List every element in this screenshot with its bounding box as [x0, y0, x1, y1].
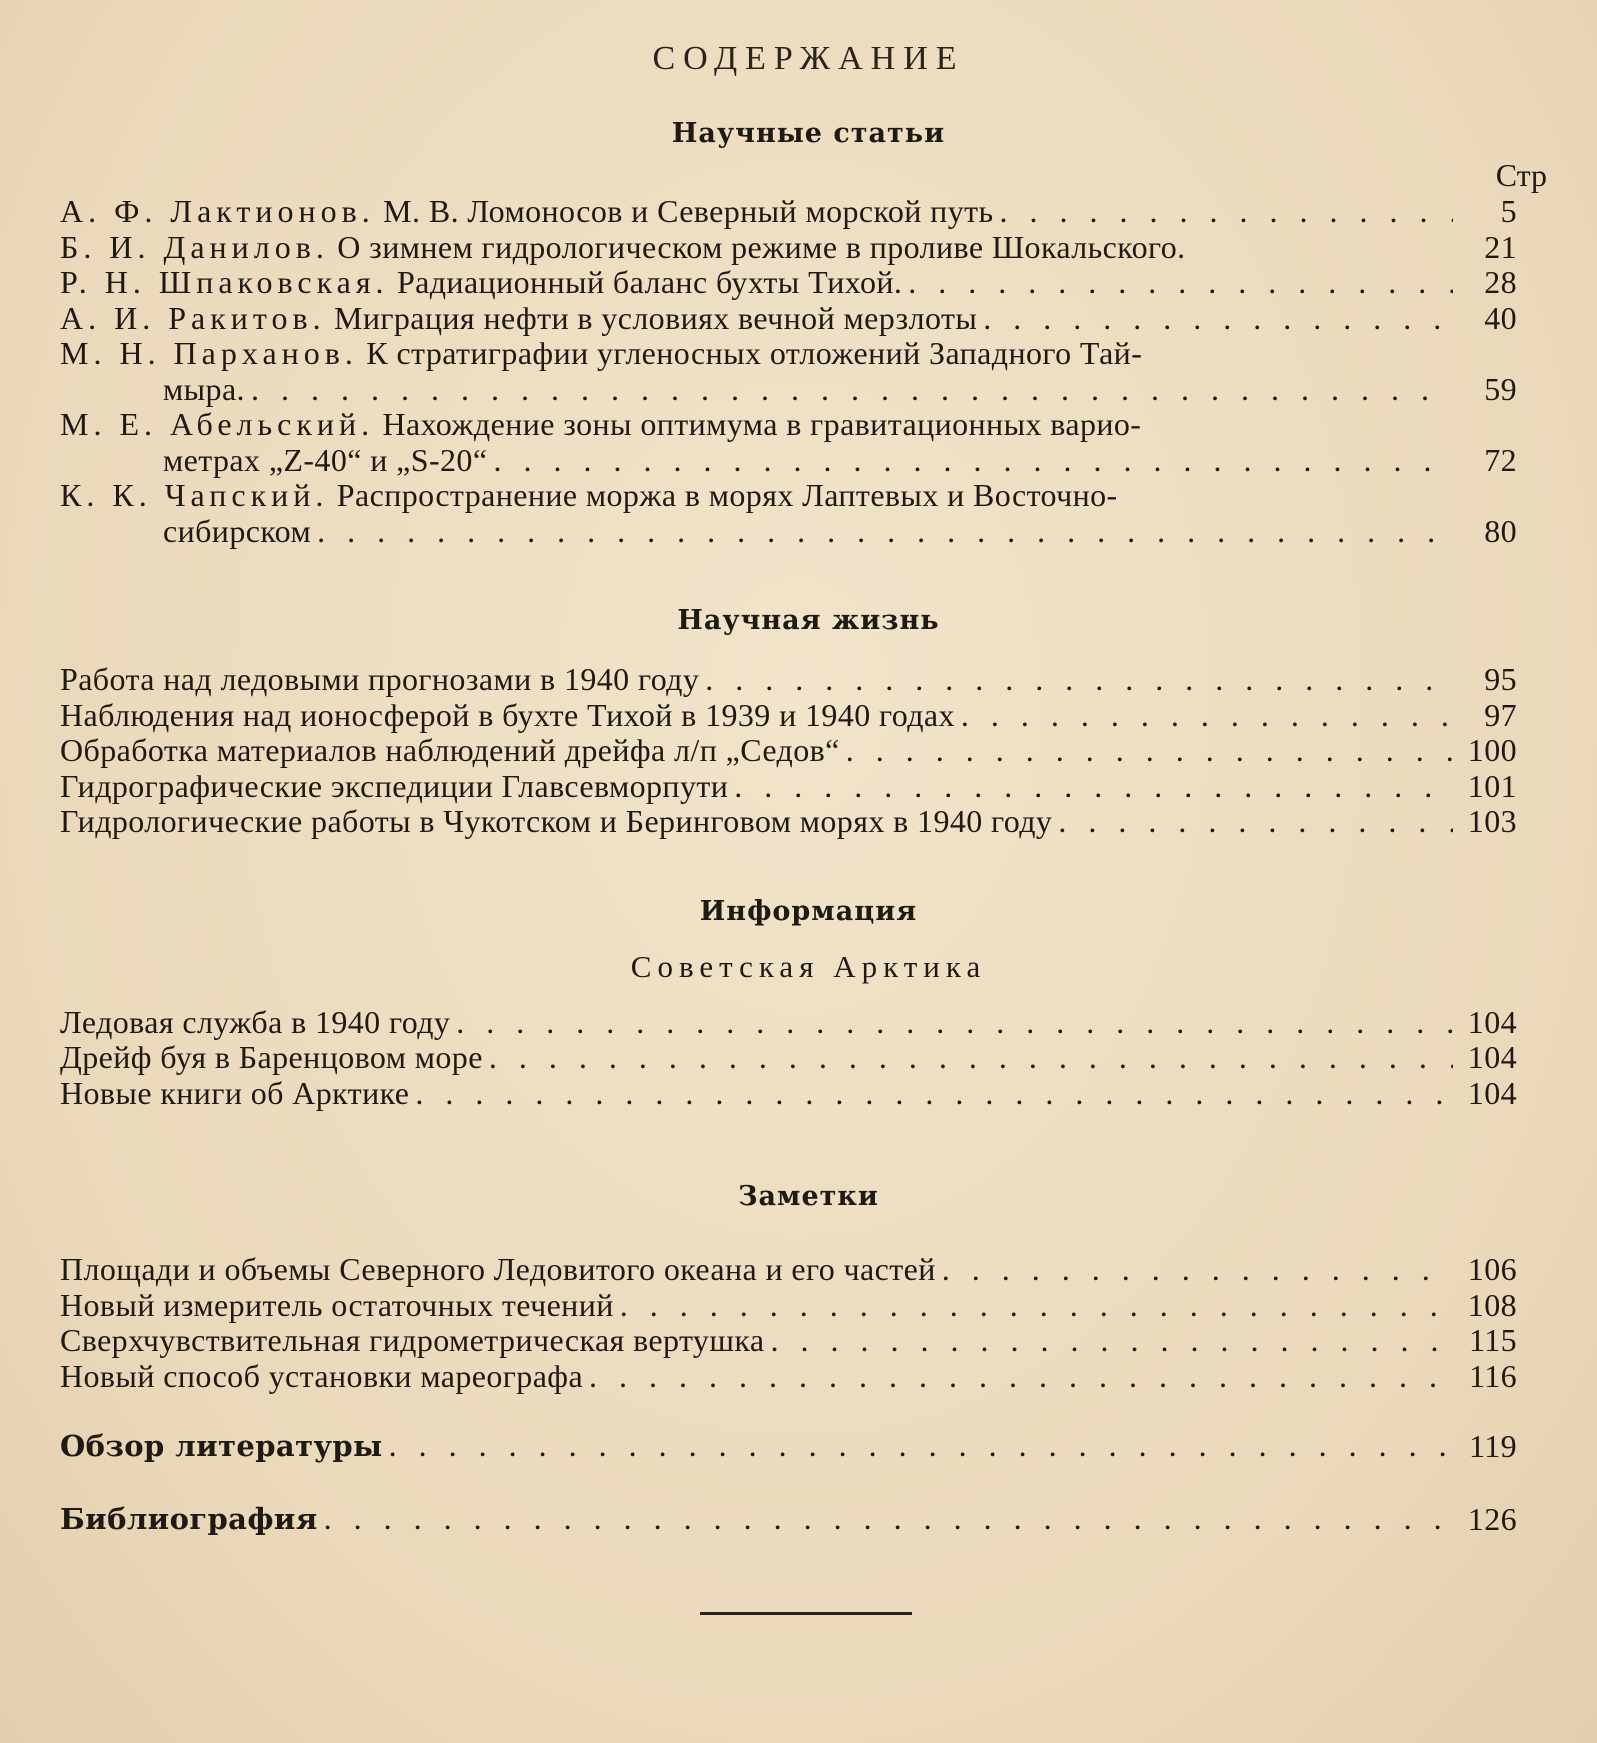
leader-dots [770, 1323, 1453, 1359]
entry-title: Гидрографические экспедиции Главсевморпути [60, 767, 729, 804]
leader-dots [589, 1359, 1453, 1395]
leader-dots [251, 372, 1453, 408]
entry-author: А. Ф. Лактионов. [60, 193, 375, 229]
entry-page: 95 [1484, 661, 1517, 697]
leader-dots [846, 733, 1453, 769]
section-heading-science-life: Научная жизнь [677, 605, 940, 636]
toc-entry-bibliography[interactable] [60, 1501, 1517, 1538]
entry-page: 106 [1467, 1251, 1517, 1287]
entry-page: 103 [1467, 803, 1517, 839]
entry-title: Гидрологические работы в Чукотском и Беринговом морях в 1940 году [60, 803, 1053, 839]
entry-page: 115 [1468, 1322, 1517, 1358]
entry-title-continuation: сибирском [163, 512, 312, 549]
entry-title: Библиография [60, 1501, 318, 1536]
section-heading-science: Научные статьи [671, 118, 946, 149]
entry-page: 5 [1500, 193, 1517, 229]
entry-page: 97 [1484, 696, 1517, 733]
toc-entry[interactable] [60, 336, 1517, 407]
toc-entry[interactable] [60, 662, 1517, 698]
entry-author: Б. И. Данилов. [60, 228, 329, 265]
entry-title: Работа над ледовыми прогнозами в 1940 году [60, 661, 700, 697]
entry-page: 116 [1468, 1357, 1517, 1394]
entry-page: 126 [1467, 1500, 1517, 1537]
toc-entry[interactable] [60, 804, 1517, 840]
entry-page: 108 [1467, 1286, 1517, 1323]
entry-author: М. Н. Парханов. [60, 335, 358, 371]
leader-dots [734, 769, 1453, 805]
toc-entry[interactable] [60, 407, 1517, 478]
entry-page: 104 [1467, 1074, 1517, 1111]
leader-dots [324, 1501, 1453, 1537]
entry-title: О зимнем гидрологическом режиме в проливе Шокальского. [337, 228, 1186, 265]
entry-title: К стратиграфии угленосных отложений Западного Тай- [366, 335, 1143, 371]
toc-entry[interactable] [60, 301, 1517, 337]
end-rule [700, 1612, 912, 1615]
entry-title: Наблюдения над ионосферой в бухте Тихой в 1939 и 1940 годах [60, 696, 955, 733]
entry-title-continuation: метрах „Z-40“ и „S-20“ [163, 441, 488, 478]
section-heading-notes: Заметки [738, 1181, 879, 1212]
science-entries [60, 194, 1517, 549]
page-column-label: Стр [1495, 157, 1547, 193]
entry-author: К. К. Чапский. [60, 477, 329, 513]
leader-dots [705, 662, 1453, 698]
leader-dots [456, 1005, 1453, 1041]
entry-page: 119 [1468, 1428, 1517, 1464]
leader-dots [317, 514, 1453, 550]
entry-title: Нахождение зоны оптимума в гравитационных варио- [382, 406, 1142, 442]
toc-entry[interactable] [60, 1005, 1517, 1041]
toc-entry[interactable] [60, 478, 1517, 549]
toc-entry[interactable] [60, 698, 1517, 734]
leader-dots [961, 698, 1453, 734]
leader-dots [415, 1076, 1453, 1112]
toc-entry[interactable] [60, 265, 1517, 301]
entry-title: Новый измеритель остаточных течений [60, 1286, 614, 1323]
leader-dots [493, 443, 1453, 479]
entry-title: Обработка материалов наблюдений дрейфа л/п „Седов“ [60, 732, 840, 768]
leader-dots [489, 1040, 1453, 1076]
entry-page: 28 [1484, 264, 1517, 300]
toc-entry[interactable] [60, 769, 1517, 805]
entry-title: Дрейф буя в Баренцовом море [60, 1039, 483, 1075]
entry-author: М. Е. Абельский. [60, 406, 375, 442]
toc-entry[interactable] [60, 1323, 1517, 1359]
toc-entry[interactable] [60, 1040, 1517, 1076]
page-title: СОДЕРЖАНИЕ [652, 40, 965, 77]
section-heading-information: Информация [699, 895, 918, 927]
toc-entry[interactable] [60, 1359, 1517, 1395]
entry-title: Новые книги об Арктике [60, 1074, 410, 1111]
entry-title: Площади и объемы Северного Ледовитого океана и его частей [60, 1251, 936, 1287]
leader-dots [389, 1428, 1453, 1464]
leader-dots [983, 301, 1453, 337]
leader-dots [620, 1288, 1453, 1324]
entry-page: 100 [1467, 732, 1517, 768]
leader-dots [942, 1252, 1453, 1288]
entry-page: 104 [1467, 1039, 1517, 1075]
entry-author: Р. Н. Шпаковская. [60, 264, 389, 300]
leader-dots [908, 265, 1453, 301]
entry-title-continuation: мыра. [163, 370, 245, 407]
entry-title: Обзор литературы [60, 1429, 383, 1463]
entry-page: 104 [1467, 1003, 1517, 1040]
entry-author: А. И. Ракитов. [60, 299, 326, 336]
toc-entry[interactable] [60, 1252, 1517, 1288]
entry-page: 59 [1484, 370, 1517, 407]
toc-entry[interactable] [60, 230, 1517, 266]
toc-entry[interactable] [60, 1076, 1517, 1112]
entry-page: 72 [1484, 441, 1517, 478]
entry-page: 101 [1467, 767, 1517, 804]
toc-entry[interactable] [60, 194, 1517, 230]
entry-page: 21 [1484, 228, 1517, 265]
subsection-heading-soviet-arctic: Советская Арктика [630, 948, 987, 984]
science-life-entries [60, 662, 1517, 840]
final-entries [60, 1428, 1517, 1537]
entry-title: Ледовая служба в 1940 году [60, 1003, 451, 1040]
entry-page: 40 [1484, 299, 1517, 336]
entry-title: Распространение моржа в морях Лаптевых и Восточно- [336, 477, 1118, 513]
entry-title: Сверхчувствительная гидрометрическая вертушка [60, 1322, 765, 1358]
entry-title: М. В. Ломоносов и Северный морской путь [383, 193, 994, 229]
notes-entries [60, 1252, 1517, 1394]
information-entries [60, 1005, 1517, 1112]
toc-entry[interactable] [60, 1288, 1517, 1324]
leader-dots [1000, 194, 1454, 230]
leader-dots [1058, 804, 1453, 840]
toc-entry-literature-review[interactable] [60, 1428, 1517, 1465]
entry-title: Радиационный баланс бухты Тихой. [396, 264, 903, 300]
entry-title: Новый способ установки мареографа [60, 1357, 584, 1394]
entry-title: Миграция нефти в условиях вечной мерзлоты [333, 299, 978, 336]
toc-entry[interactable] [60, 733, 1517, 769]
entry-page: 80 [1484, 512, 1517, 549]
